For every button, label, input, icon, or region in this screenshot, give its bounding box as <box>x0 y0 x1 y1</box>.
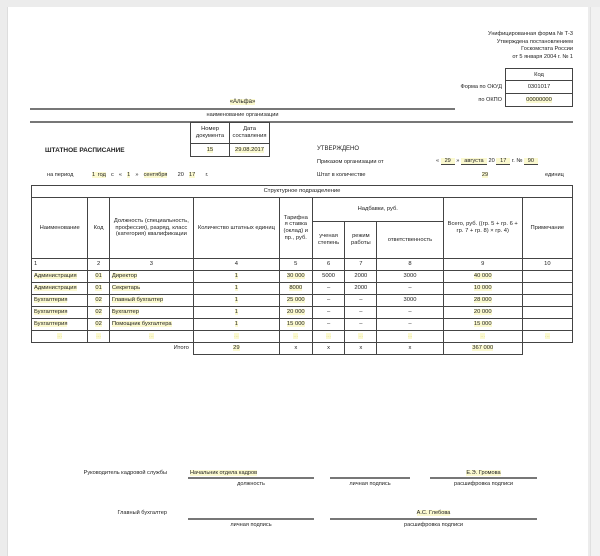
staff-count[interactable]: 29 <box>481 172 489 178</box>
cell-total[interactable]: 20 000 <box>473 309 492 316</box>
order-number-label: г. № <box>511 158 523 164</box>
order-year[interactable]: 17 <box>496 158 510 165</box>
cell-department[interactable]: Администрация <box>34 285 77 292</box>
form-header-line: Унифицированная форма № Т-3 <box>488 31 573 37</box>
document-date-label: Дата составления <box>230 123 270 144</box>
period-year-suffix: г. <box>205 172 209 178</box>
cell-mode[interactable]: ... <box>358 333 364 340</box>
cell-degree: – <box>326 321 331 328</box>
cell-total[interactable]: 40 000 <box>473 273 492 280</box>
table-row <box>32 283 573 295</box>
cell-total[interactable]: 10 000 <box>473 285 492 292</box>
quote-close: » <box>456 158 460 164</box>
order-year-prefix: 20 <box>488 158 495 164</box>
okpo-label: по ОКПО <box>478 97 502 103</box>
cell-responsibility: 3000 <box>403 297 417 304</box>
col-number: 1 <box>32 259 88 271</box>
period-label: на период <box>47 172 74 178</box>
cell-rate[interactable]: 25 000 <box>286 297 305 304</box>
cell-count[interactable]: 1 <box>234 309 238 316</box>
cell-rate[interactable]: 30 000 <box>286 273 305 280</box>
order-label: Приказом организации от <box>317 159 384 165</box>
cell-position[interactable]: Секретарь <box>111 285 141 292</box>
col-header-count: Количество штатных единиц <box>193 198 279 259</box>
cell-code[interactable]: 02 <box>95 297 102 304</box>
cell-department[interactable]: ... <box>57 333 63 340</box>
cell-code[interactable]: 02 <box>95 321 102 328</box>
totals-degree: х <box>312 343 345 355</box>
col-number: 8 <box>377 259 444 271</box>
table-row <box>32 271 573 283</box>
form-header-text <box>440 31 573 61</box>
cell-responsibility[interactable]: ... <box>407 333 413 340</box>
totals-sum[interactable]: 367 000 <box>472 345 494 352</box>
code-header: Код <box>506 69 573 81</box>
cell-count[interactable]: 1 <box>234 273 238 280</box>
cell-count[interactable]: 1 <box>234 285 238 292</box>
cell-count[interactable]: 1 <box>234 297 238 304</box>
totals-row <box>32 343 573 355</box>
col-number: 3 <box>109 259 193 271</box>
accountant-signature-line <box>188 518 314 520</box>
cell-degree: – <box>326 309 331 316</box>
okpo-value[interactable]: 00000000 <box>526 97 552 103</box>
hr-head-position[interactable]: Начальник отдела кадров <box>190 470 258 476</box>
table-row <box>32 295 573 307</box>
document-number-box <box>190 122 270 157</box>
caption-signature-2: личная подпись <box>230 522 272 528</box>
cell-department[interactable]: Бухгалтерия <box>34 321 68 328</box>
cell-degree: – <box>326 297 331 304</box>
cell-responsibility: – <box>408 321 412 328</box>
cell-degree: 5000 <box>322 273 336 280</box>
col-number: 4 <box>193 259 279 271</box>
cell-code[interactable]: 01 <box>95 285 102 292</box>
cell-position[interactable]: Директор <box>111 273 138 280</box>
cell-mode: 2000 <box>354 285 368 292</box>
code-box <box>505 68 573 107</box>
cell-rate[interactable]: 20 000 <box>286 309 305 316</box>
col-header-allowances: Надбавки, руб. <box>312 198 443 222</box>
period-month[interactable]: сентября <box>143 172 168 178</box>
col-header-code: Код <box>88 198 110 259</box>
col-header-name: Наименование <box>32 198 88 259</box>
col-number: 6 <box>312 259 345 271</box>
cell-department[interactable]: Администрация <box>34 273 77 280</box>
col-header-mode: режим работы <box>345 222 377 259</box>
col-number: 5 <box>279 259 312 271</box>
structural-unit-header: Структурное подразделение <box>32 186 573 198</box>
cell-count[interactable]: ... <box>233 333 239 340</box>
table-row <box>32 307 573 319</box>
col-number: 2 <box>88 259 110 271</box>
order-month[interactable]: августа <box>461 158 487 165</box>
cell-position[interactable]: ... <box>148 333 154 340</box>
caption-signature: личная подпись <box>349 481 391 487</box>
organization-name[interactable]: «Альфа» <box>229 99 256 105</box>
caption-decode: расшифровка подписи <box>453 481 514 487</box>
organization-underline <box>30 108 455 110</box>
cell-responsibility: – <box>408 309 412 316</box>
cell-total[interactable]: 28 000 <box>473 297 492 304</box>
cell-department[interactable]: Бухгалтерия <box>34 309 68 316</box>
totals-label: Итого <box>173 345 189 352</box>
totals-empty <box>522 343 572 355</box>
cell-total[interactable]: ... <box>480 333 486 340</box>
cell-rate[interactable]: 8000 <box>289 285 303 292</box>
cell-code[interactable]: 02 <box>95 309 102 316</box>
cell-position[interactable]: Бухгалтер <box>111 309 139 316</box>
column-numbers-row <box>32 259 573 271</box>
cell-code[interactable]: ... <box>96 333 102 340</box>
organization-caption: наименование организации <box>206 112 279 118</box>
approved-label: УТВЕРЖДЕНО <box>317 146 360 152</box>
accountant-name-line <box>330 518 537 520</box>
col-header-rate: Тарифна я ставка (оклад) и пр., руб. <box>279 198 312 259</box>
order-date <box>436 158 538 165</box>
period-year-prefix: 20 <box>177 172 184 178</box>
hr-position-line <box>188 477 314 479</box>
cell-mode: – <box>359 321 363 328</box>
period-duration[interactable]: 1 год <box>92 172 106 178</box>
hr-signature-line <box>330 477 410 479</box>
cell-degree[interactable]: ... <box>326 333 331 340</box>
period-values <box>92 172 208 178</box>
col-header-responsibility: ответственность <box>377 222 444 259</box>
cell-responsibility: – <box>408 285 412 292</box>
period-quote-close: » <box>135 172 139 178</box>
cell-department[interactable]: Бухгалтерия <box>34 297 68 304</box>
cell-responsibility: 3000 <box>403 273 417 280</box>
staff-label: Штат в количестве <box>317 172 366 178</box>
cell-position[interactable]: Главный бухгалтер <box>111 297 164 304</box>
cell-mode: – <box>359 297 363 304</box>
chief-accountant-name[interactable]: А.С. Глебова <box>416 510 451 516</box>
col-header-total: Всего, руб. ((гр. 5 + гр. 6 + гр. 7 + гр. 8) × гр. 4) <box>443 198 522 259</box>
document-number-label: Номер документа <box>191 123 230 144</box>
hr-head-name[interactable]: Е.Э. Громова <box>466 470 501 476</box>
okud-label: Форма по ОКУД <box>460 84 502 90</box>
form-header-line: Утверждена постановлением <box>496 38 573 45</box>
totals-count[interactable]: 29 <box>233 345 240 352</box>
cell-position[interactable]: Помощник бухгалтера <box>111 321 172 328</box>
cell-total[interactable]: 15 000 <box>473 321 492 328</box>
cell-rate[interactable]: 15 000 <box>286 321 305 328</box>
staffing-table <box>31 185 573 355</box>
chief-accountant-label: Главный бухгалтер <box>117 510 167 516</box>
table-row <box>32 319 573 331</box>
document-title: ШТАТНОЕ РАСПИСАНИЕ <box>45 147 125 154</box>
cell-mode: – <box>359 309 363 316</box>
order-number[interactable]: 90 <box>524 158 538 165</box>
totals-mode: х <box>345 343 377 355</box>
period-from: с <box>110 172 114 178</box>
vertical-scrollbar[interactable] <box>590 7 600 556</box>
form-header-line: Госкомстата России <box>521 46 573 52</box>
totals-rate: х <box>279 343 312 355</box>
cell-note[interactable]: ... <box>544 333 550 340</box>
cell-rate[interactable]: ... <box>293 333 299 340</box>
col-header-note: Примечание <box>522 198 572 259</box>
form-header-line: от 5 января 2004 г. № 1 <box>512 53 573 60</box>
document-number[interactable]: 15 <box>206 147 214 153</box>
cell-mode: 2000 <box>354 273 368 280</box>
hr-name-line <box>430 477 537 479</box>
col-header-degree: ученая степень <box>312 222 345 259</box>
totals-responsibility: х <box>377 343 444 355</box>
hr-head-label: Руководитель кадровой службы <box>83 470 167 476</box>
cell-degree: – <box>326 285 331 292</box>
header-divider <box>30 121 573 123</box>
col-number: 7 <box>345 259 377 271</box>
col-header-position: Должность (специальность, профессия), разряд, класс (категория) квалификации <box>109 198 193 259</box>
col-number: 10 <box>522 259 572 271</box>
period-year[interactable]: 17 <box>189 172 196 178</box>
document-date[interactable]: 29.08.2017 <box>234 147 264 153</box>
table-row <box>32 331 573 343</box>
period-quote-open: « <box>118 172 122 178</box>
staff-unit: единиц <box>545 172 564 178</box>
col-number: 9 <box>443 259 522 271</box>
cell-code[interactable]: 01 <box>95 273 102 280</box>
okud-value: 0301017 <box>506 81 573 94</box>
quote-open: « <box>436 158 440 164</box>
period-day[interactable]: 1 <box>127 172 131 178</box>
cell-count[interactable]: 1 <box>234 321 238 328</box>
order-day[interactable]: 29 <box>441 158 455 165</box>
caption-position: должность <box>237 481 265 487</box>
caption-decode-2: расшифровка подписи <box>403 522 464 528</box>
